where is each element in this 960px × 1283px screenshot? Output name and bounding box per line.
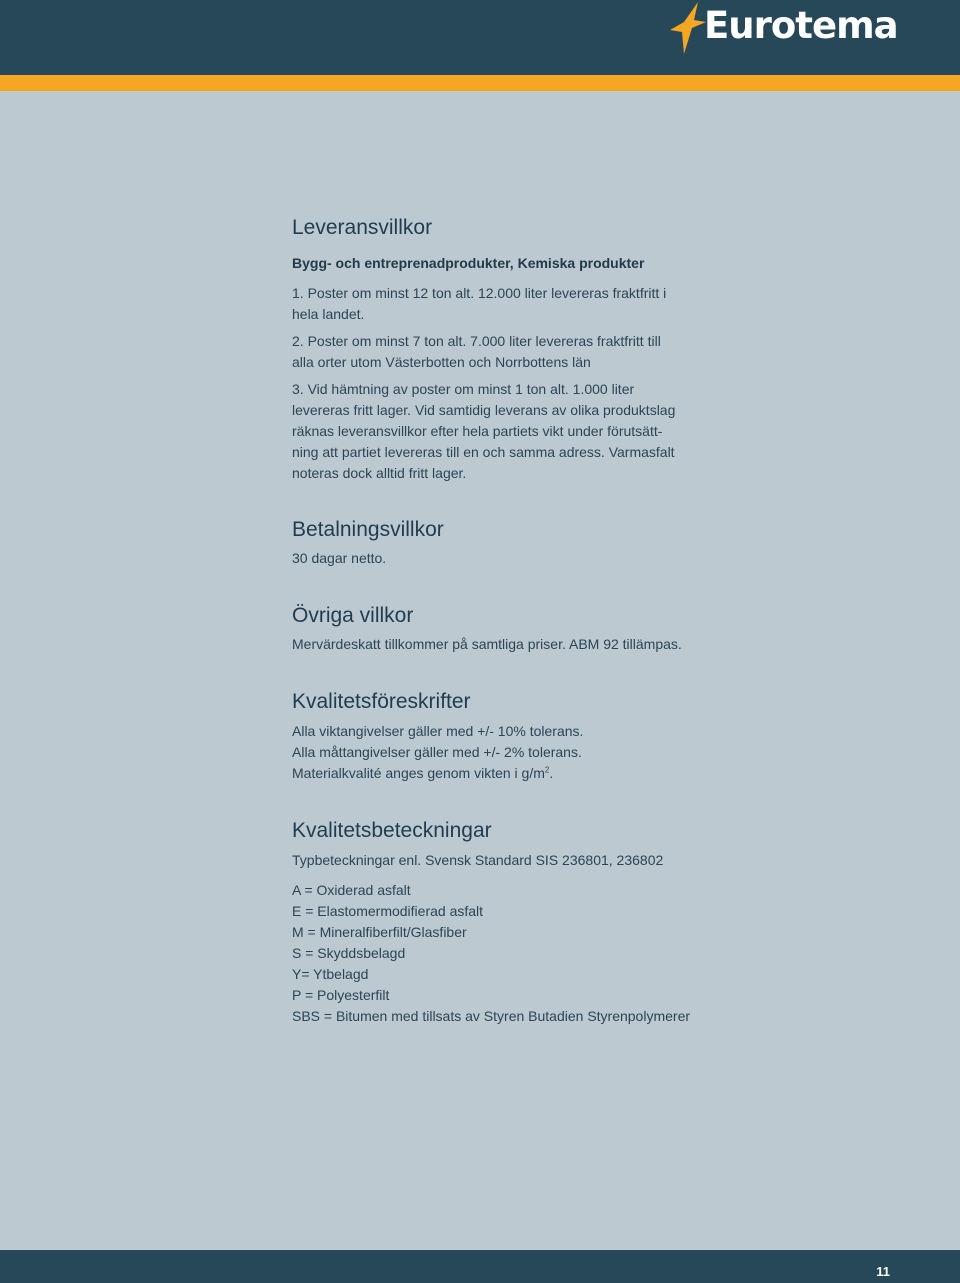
designation-item: S = Skyddsbelagd [292, 945, 406, 961]
heading-betalningsvillkor: Betalningsvillkor [292, 518, 444, 541]
designation-item: A = Oxiderad asfalt [292, 882, 411, 898]
main-content [292, 214, 712, 1027]
designation-intro: Typbeteckningar enl. Svensk Standard SIS 236801, 236802 [292, 852, 664, 868]
condition-2-line-2: alla orter utom Västerbotten och Norrbottens län [292, 354, 591, 370]
quality-line-1: Alla viktangivelser gäller med +/- 10% tolerans. [292, 723, 584, 739]
condition-1-line-1: 1. Poster om minst 12 ton alt. 12.000 liter levereras fraktfritt i [292, 285, 667, 301]
condition-1-line-2: hela landet. [292, 306, 365, 322]
condition-3-line-3: räknas leveransvillkor efter hela partiets vikt under förutsätt- [292, 423, 663, 439]
quality-line-2: Alla måttangivelser gäller med +/- 2% tolerans. [292, 744, 582, 760]
designation-item: SBS = Bitumen med tillsats av Styren Butadien Styrenpolymerer [292, 1008, 691, 1024]
heading-ovriga-villkor: Övriga villkor [292, 604, 414, 627]
heading-kvalitetsbeteckningar: Kvalitetsbeteckningar [292, 819, 492, 842]
designation-item: M = Mineralfiberfilt/Glasfiber [292, 924, 467, 940]
heading-leveransvillkor: Leveransvillkor [292, 216, 433, 239]
eurotema-logo [668, 0, 960, 60]
condition-3-line-4: ning att partiet levereras till en och samma adress. Varmasfalt [292, 444, 675, 460]
designation-item: E = Elastomermodifierad asfalt [292, 903, 484, 919]
star-icon [668, 0, 708, 56]
header-accent-stripe [0, 75, 960, 91]
brand-name: Eurotema [704, 4, 898, 47]
condition-3-line-5: noteras dock alltid fritt lager. [292, 465, 467, 481]
page-number: 11 [876, 1264, 890, 1279]
other-terms: Mervärdeskatt tillkommer på samtliga priser. ABM 92 tillämpas. [292, 636, 682, 652]
heading-kvalitetsforeskrifter: Kvalitetsföreskrifter [292, 690, 471, 713]
condition-2-line-1: 2. Poster om minst 7 ton alt. 7.000 liter levereras fraktfritt till [292, 333, 661, 349]
condition-3-line-1: 3. Vid hämtning av poster om minst 1 ton alt. 1.000 liter [292, 381, 635, 397]
designation-item: P = Polyesterfilt [292, 987, 390, 1003]
condition-3-line-2: levereras fritt lager. Vid samtidig leverans av olika produktslag [292, 402, 676, 418]
subheading-products: Bygg- och entreprenadprodukter, Kemiska produkter [292, 255, 645, 271]
page-footer [0, 1250, 960, 1283]
payment-terms: 30 dagar netto. [292, 550, 387, 566]
designation-item: Y= Ytbelagd [292, 966, 369, 982]
quality-line-3: Materialkvalité anges genom vikten i $g/m^2$. [292, 765, 554, 781]
